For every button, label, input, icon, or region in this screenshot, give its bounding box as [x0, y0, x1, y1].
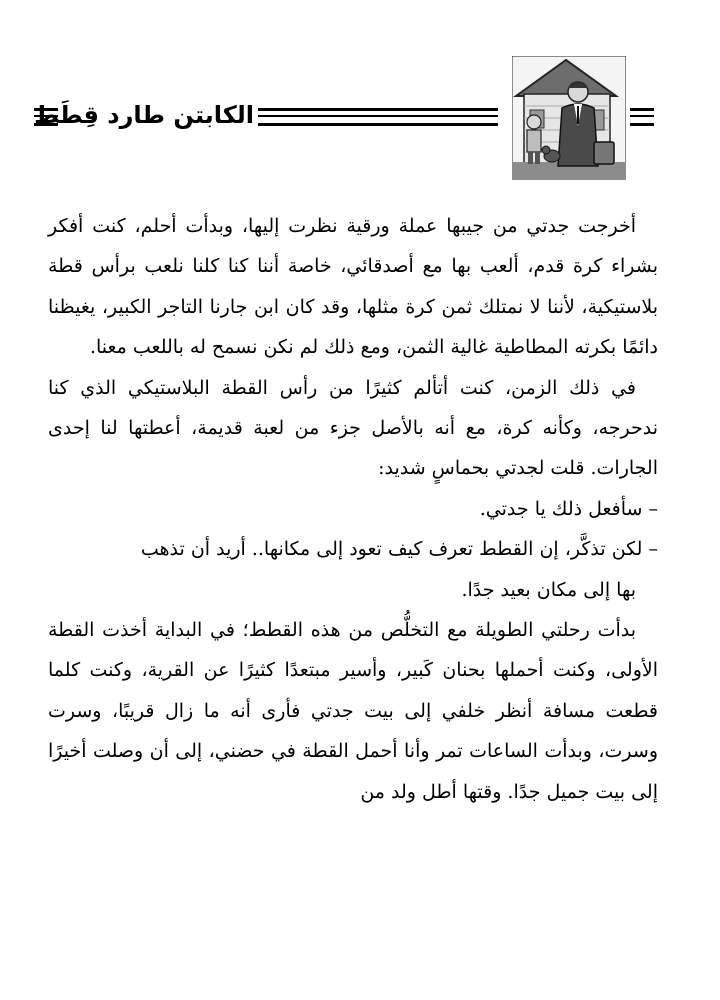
- dialogue-line: – سأفعل ذلك يا جدتي.: [479, 497, 658, 520]
- chapter-header: [0, 52, 720, 187]
- paragraph: بدأت رحلتي الطويلة مع التخلُّص من هذه القطط؛ في البداية أخذت القطة الأولى، وكنت أحملها بحنان كَبير، وأسير مبتعدًا كثيرًا عن القرية، وكنت كلما قطعت مسافة أنظر خلفي إلى بيت جدتي فأرى أنه ما زال قريبًا، وسرت وسرت، وبدأت الساعات تمر وأنا أحمل القطة في حضني، إلى أن وصلت أخيرًا إلى بيت جميل جدًا. وقتها أطل ولد من: [48, 619, 658, 803]
- story-body: [48, 206, 658, 812]
- decorative-rule-right: [630, 108, 654, 126]
- chapter-title: الكابتن طارد قِطَط: [34, 101, 254, 129]
- paragraph: أخرجت جدتي من جيبها عملة ورقية نظرت إليها، وبدأت أحلم، كنت أفكر بشراء كرة قدم، ألعب بها مع أصدقائي، خاصة أننا كنا كلنا نلعب برأس قطة بلاستيكية، لأننا لا نمتلك ثمن كرة مثلها، وقد كان ابن جارنا التاجر الكبير، يغيظنا دائمًا بكرته المطاطية غالية الثمن، ومع ذلك لم نكن نسمح له باللعب معنا.: [48, 215, 658, 359]
- man-carrying-cat-illustration-icon: [512, 56, 626, 180]
- decorative-rule-middle: [258, 108, 498, 126]
- dialogue-line: – لكن تذكَّر، إن القطط تعرف كيف تعود إلى مكانها.. أريد أن تذهب: [140, 538, 658, 561]
- paragraph: في ذلك الزمن، كنت أتألم كثيرًا من رأس القطة البلاستيكي الذي كنا ندحرجه، وكأنه كرة، مع أنه بالأصل جزء من لعبة قديمة، أعطتها لنا إحدى الجارات. قلت لجدتي بحماسٍ شديد:: [48, 376, 658, 480]
- dialogue-line-continuation: بها إلى مكان بعيد جدًا.: [461, 578, 636, 601]
